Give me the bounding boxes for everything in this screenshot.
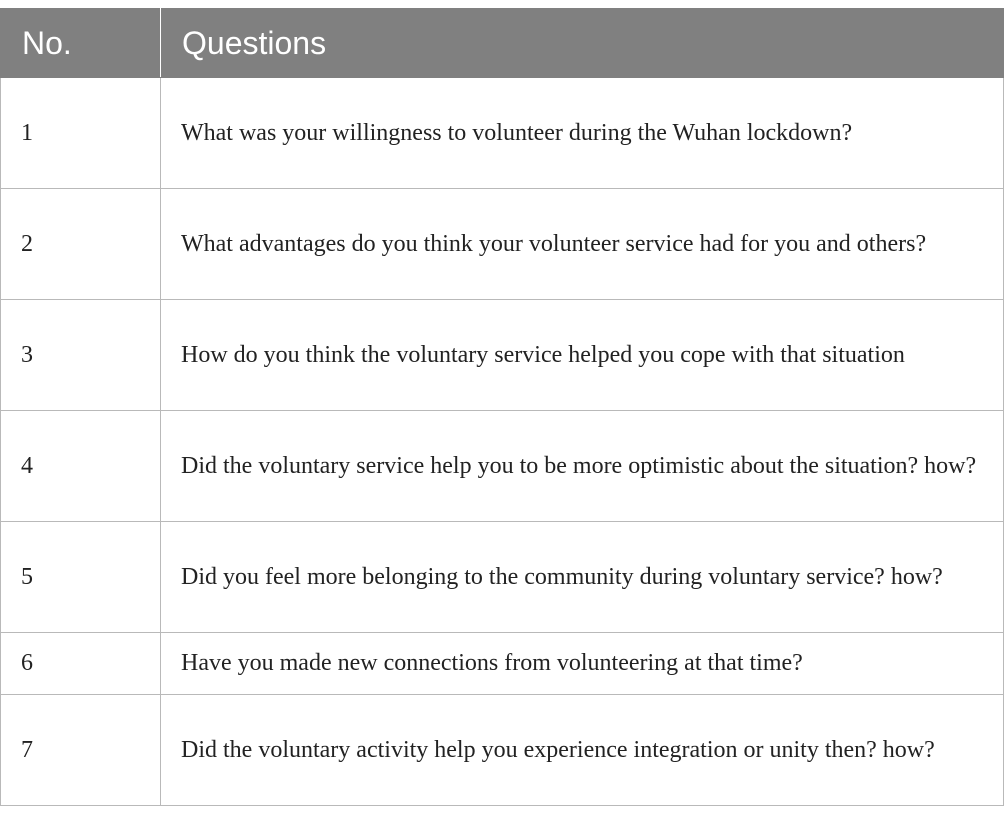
table-row — [1, 189, 1004, 300]
table-header-row — [1, 9, 1004, 78]
row-question: How do you think the voluntary service helped you cope with that situation — [161, 300, 1004, 411]
column-header-questions: Questions — [161, 9, 1004, 78]
row-number: 4 — [1, 411, 161, 522]
row-number: 2 — [1, 189, 161, 300]
row-question: What advantages do you think your volunteer service had for you and others? — [161, 189, 1004, 300]
questions-table — [0, 8, 1004, 806]
row-question: What was your willingness to volunteer during the Wuhan lockdown? — [161, 78, 1004, 189]
row-question: Did the voluntary service help you to be more optimistic about the situation? how? — [161, 411, 1004, 522]
row-number: 5 — [1, 522, 161, 633]
row-number: 7 — [1, 695, 161, 806]
table-row — [1, 411, 1004, 522]
table-row — [1, 78, 1004, 189]
table-row — [1, 522, 1004, 633]
row-number: 3 — [1, 300, 161, 411]
row-question: Did you feel more belonging to the community during voluntary service? how? — [161, 522, 1004, 633]
table-row — [1, 695, 1004, 806]
row-number: 6 — [1, 633, 161, 695]
row-number: 1 — [1, 78, 161, 189]
column-header-no: No. — [1, 9, 161, 78]
table-row — [1, 633, 1004, 695]
row-question: Did the voluntary activity help you experience integration or unity then? how? — [161, 695, 1004, 806]
row-question: Have you made new connections from volunteering at that time? — [161, 633, 1004, 695]
table-row — [1, 300, 1004, 411]
